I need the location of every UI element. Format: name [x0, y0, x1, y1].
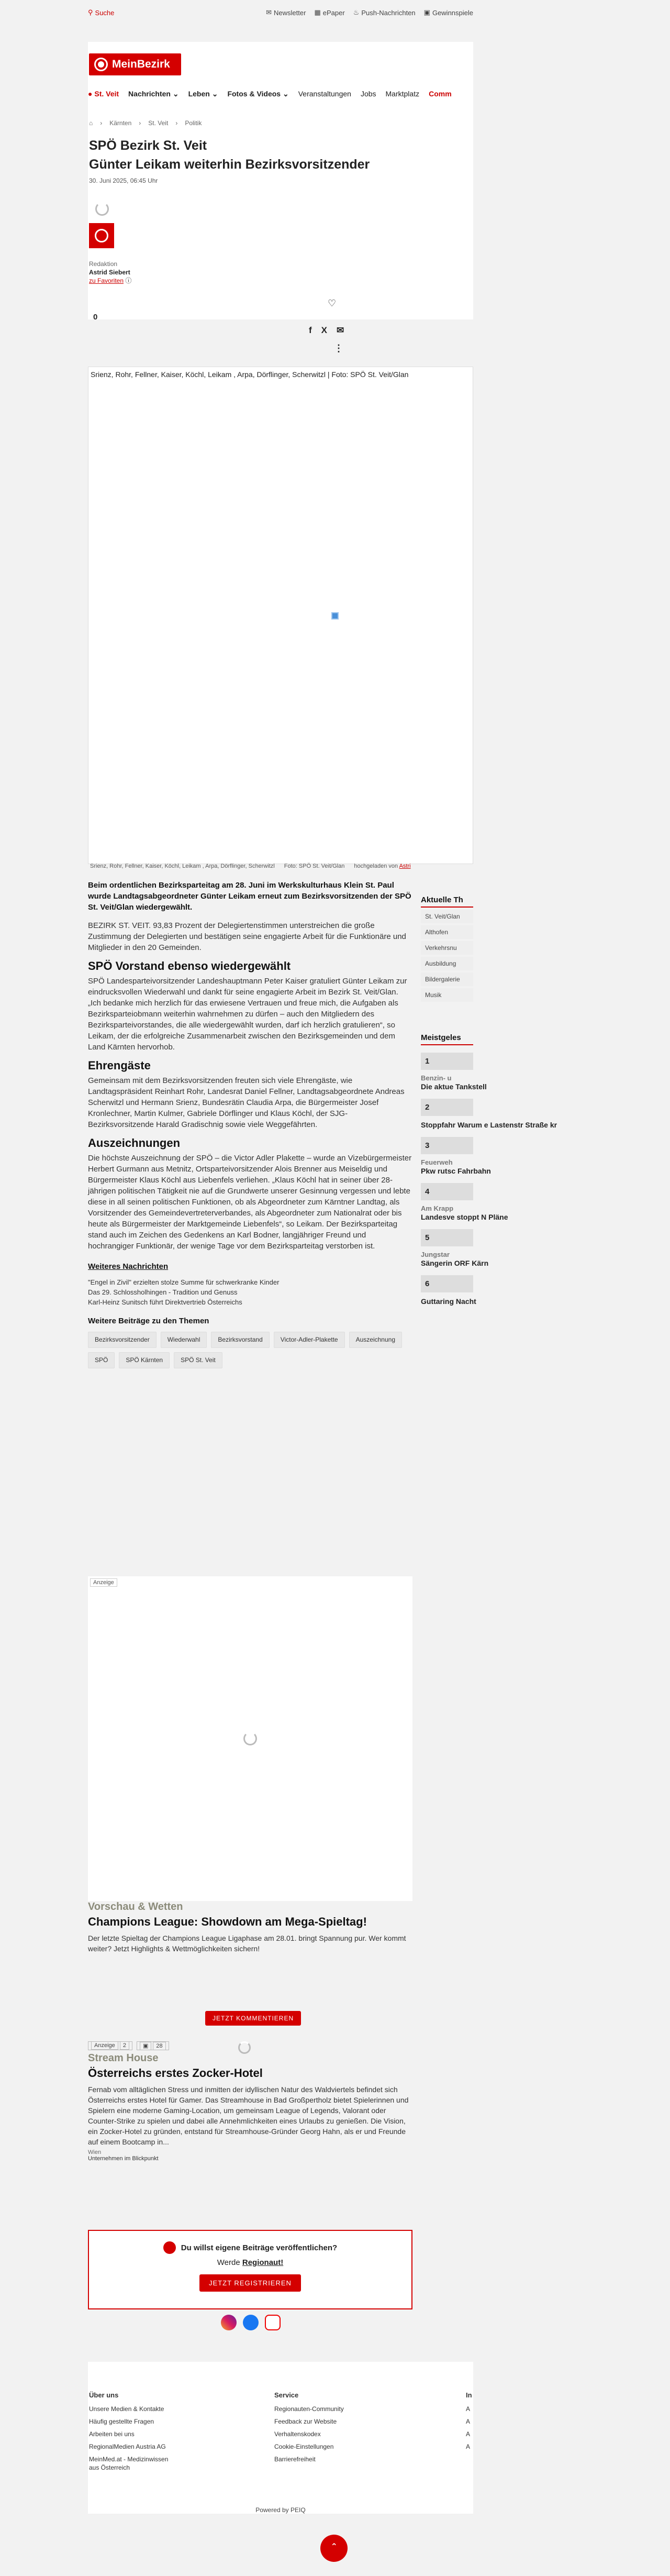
favorite-link[interactable]: zu Favoriten [89, 277, 124, 284]
section-heading: SPÖ Vorstand ebenso wiedergewählt [88, 959, 291, 972]
footer-link[interactable]: Cookie-Einstellungen [274, 2443, 334, 2450]
tag[interactable]: SPÖ St. Veit [174, 1352, 222, 1368]
tags-title: Weitere Beiträge zu den Themen [88, 1317, 209, 1325]
footer-link[interactable]: MeinMed.at - Medizinwissen [89, 2456, 169, 2463]
footer-link[interactable]: Barrierefreiheit [274, 2456, 316, 2463]
ranking-item[interactable]: 3 Feuerweh Pkw rutsc Fahrbahn [421, 1137, 473, 1176]
gewinnspiele-link[interactable]: ▣ Gewinnspiele [423, 8, 473, 17]
image-credits: Srienz, Rohr, Fellner, Kaiser, Köchl, Leikam , Arpa, Dörflinger, Scherwitzl Foto: SPÖ St. Veit/Glan hochgeladen von Astri [90, 863, 411, 869]
newspaper-icon: ▦ [314, 8, 321, 16]
uploader-link[interactable]: Astri [399, 863, 411, 869]
author-name[interactable]: Astrid Siebert [89, 269, 130, 276]
sun-logo-icon [94, 58, 108, 71]
push-link[interactable]: ♨ Push-Nachrichten [353, 8, 416, 17]
search-link[interactable]: ⚲ Suche [88, 8, 115, 17]
more-news-item[interactable]: Das 29. Schlossholhingen - Tradition und Genuss [88, 1288, 238, 1296]
nav-item-community[interactable]: Comm [429, 90, 452, 98]
sun-logo-icon [95, 229, 108, 242]
footer-col-service: Service Regionauten-Community Feedback zur Website Verhaltenskodex Cookie-Einstellungen Barrierefreiheit [274, 2389, 379, 2466]
social-links [221, 2315, 281, 2330]
tag[interactable]: Wiederwahl [161, 1332, 207, 1348]
nav-item-leben[interactable]: Leben ⌄ [188, 89, 218, 98]
breadcrumb-item[interactable]: Politik [185, 119, 202, 127]
site-logo[interactable]: MeinBezirk [89, 53, 181, 75]
ranking-item[interactable]: 6 Guttaring Nacht [421, 1275, 473, 1306]
epaper-link[interactable]: ▦ ePaper [314, 8, 345, 17]
ad-badge: Anzeige 2 [88, 2041, 132, 2050]
advertisement[interactable] [88, 1576, 412, 1901]
ranking-item[interactable]: 1 Benzin- u Die aktue Tankstell [421, 1053, 473, 1091]
site-header [88, 42, 473, 115]
register-button[interactable]: JETZT REGISTRIEREN [199, 2274, 301, 2292]
ad-label: Anzeige [90, 1578, 117, 1587]
heart-icon[interactable]: ♡ [328, 298, 337, 308]
paragraph: BEZIRK ST. VEIT. 93,83 Prozent der Delegiertenstimmen unterstreichen die große Zustimmung der Delegierten und bestätigen seine engagierte Arbeit für die Funktionäre und Mitglieder in den 20 Gemeinden. [88, 921, 406, 952]
topic-item[interactable]: St. Veit/Glan [421, 910, 473, 923]
facebook-icon[interactable] [243, 2315, 259, 2330]
ranking-item[interactable]: 2 Stoppfahr Warum e Lastenstr Straße kr [421, 1099, 473, 1130]
teaser-text: Fernab vom alltäglichen Stress und inmitten der idyllischen Natur des Waldviertels befindet sich Österreichs erstes Hotel für Gamer. Das Streamhouse in Bad Großpertholz bietet Spielerinnen und Spielern eine moderne Gaming-Location, um gemeinsam League of Legends, Valorant oder Counter-Strike zu spielen und dabei alle Annehmlichkeiten eines Urlaubs zu genießen. Die Vision, ein Zocker-Hotel zu gründen, entstand für Streamhouse-Gründer Georg Hahn, als er und Freunde auf einem Bootcamp in... [88, 2085, 409, 2146]
tag[interactable]: SPÖ [88, 1352, 115, 1368]
nav-location[interactable]: ● St. Veit [88, 90, 119, 98]
scroll-to-top-button[interactable] [320, 2535, 348, 2562]
topic-item[interactable]: Ausbildung [421, 957, 473, 970]
topic-item[interactable]: Musik [421, 988, 473, 1002]
instagram-icon[interactable] [221, 2315, 237, 2330]
section-heading: Ehrengäste [88, 1059, 151, 1072]
photo-count: ▣ 28 [137, 2041, 169, 2050]
article-lead: Beim ordentlichen Bezirksparteitag am 28. Juni im Werkskulturhaus Klein St. Paul wurde Landtagsabgeordneter Günter Leikam erneut zum Bezirksvorsitzenden der SPÖ St. Veit/Glan wiedergewählt. [88, 881, 411, 912]
topics-title: Aktuelle Th [421, 895, 473, 908]
double-chevron-up-icon: ˆ [332, 2542, 336, 2554]
facebook-icon[interactable]: f [309, 325, 312, 335]
promo-title[interactable]: Champions League: Showdown am Mega-Spieltag! [88, 1915, 367, 1928]
image-caption: Srienz, Rohr, Fellner, Kaiser, Köchl, Leikam , Arpa, Dörflinger, Scherwitzl | Foto: SPÖ St. Veit/Glan [91, 370, 409, 379]
nav-item-jobs[interactable]: Jobs [360, 90, 376, 98]
paragraph: Die höchste Auszeichnung der SPÖ – die Victor Adler Plakette – wurde an Vizebürgermeister Herbert Gurmann aus Metnitz, Ortsparteivorsitzender Alois Brenner aus Meiseldig und Bürgermeister Klaus Köchl aus Liebenfels verliehen. „Klaus Köchl hat in seiner über 28-jährigen politischen Tätigkeit nie auf die Grundwerte unserer Gesinnung vergessen und lebte diese in all seinen politischen Funktionen, ob als Abgeordneter zum Kärntner Landtag, als Vorsitzender des Gemeindevertreterverbandes, als Abgeordneter zum Nationalrat oder bis heute als Bürgermeister der Marktgemeinde Liebenfels“, so Leikam. Der Bezirksparteitag stand auch im Zeichen des Gedenkens an Karl Bodner, langjähriger Freund und hochrangiger Funktionär, der wenige Tage vor dem Bezirksparteitag verstorben ist. [88, 1154, 412, 1251]
nav-item-veranstaltungen[interactable]: Veranstaltungen [298, 90, 351, 98]
bell-icon: ♨ [353, 8, 360, 16]
tag[interactable]: Bezirksvorsitzender [88, 1332, 157, 1348]
more-news-title[interactable]: Weiteres Nachrichten [88, 1262, 169, 1271]
teaser-kicker: Stream House [88, 2052, 159, 2064]
more-options-icon[interactable]: ⋮ [334, 343, 343, 353]
breadcrumb-item[interactable]: Kärnten [109, 119, 132, 127]
footer-link[interactable]: A [466, 2418, 471, 2425]
article-actions [88, 296, 473, 353]
footer-link[interactable]: RegionalMedien Austria AG [89, 2443, 166, 2450]
paragraph: Gemeinsam mit dem Bezirksvorsitzenden freuten sich viele Ehrengäste, wie Landtagspräsident Reinhart Rohr, Landesrat Daniel Fellner, Landtagsabgeordnete Andreas Scherwitzl und Hermann Srienz, Bundesrätin Claudia Arpa, die Bürgermeister Josef Kronlechner, Martin Kulmer, Gabriele Dörflinger und Klaus Köchl, der SJG-Bezirksvorsitzende Harald Gradischnig sowie viele Weggefährten. [88, 1076, 405, 1129]
home-icon[interactable]: ⌂ [89, 119, 93, 127]
nav-item-fotos[interactable]: Fotos & Videos ⌄ [227, 89, 289, 98]
promo-kicker: Vorschau & Wetten [88, 1901, 183, 1912]
info-icon[interactable]: ⓘ [125, 277, 132, 284]
breadcrumb: ⌂ › Kärnten › St. Veit › Politik [89, 119, 202, 127]
promo-text: Der letzte Spieltag der Champions League Ligaphase am 28.01. bringt Spannung pur. Wer kommt weiter? Jetzt Highlights & Wettmöglichkeiten sichern! [88, 1934, 406, 1953]
nav-item-nachrichten[interactable]: Nachrichten ⌄ [128, 89, 179, 98]
paragraph: SPÖ Landesparteivorsitzender Landeshauptmann Peter Kaiser gratuliert Günter Leikam zur eindrucksvollen Wiederwahl und dankt für seine engagierte Arbeit im Bezirk St. Veit/Glan. „Ich bedanke mich herzlich für das erwiesene Vertrauen und freue mich, die Aufgaben als Bezirksparteiobmann weiterhin wahrnehmen zu dürfen – auch den Mitgliedern des Bezirksparteivorstandes, die alle wiedergewählt wurden, darf ich herzlich gratulieren“, so Leikam, der die erfolgreiche Zusammenarbeit zwischen den Bezirksgemeinden und dem Land Kärnten hervorhob. [88, 977, 407, 1052]
like-count: 0 [93, 313, 98, 322]
ranking-title: Meistgeles [421, 1033, 473, 1045]
youtube-icon[interactable] [265, 2315, 281, 2330]
share-buttons [309, 325, 344, 336]
image-placeholder-icon [331, 612, 339, 620]
section-heading: Auszeichnungen [88, 1136, 181, 1149]
powered-by[interactable]: Powered by PEIQ [255, 2506, 306, 2514]
nav-item-marktplatz[interactable]: Marktplatz [385, 90, 420, 98]
tag[interactable]: SPÖ Kärnten [119, 1352, 170, 1368]
tag[interactable]: Victor-Adler-Plakette [274, 1332, 345, 1348]
footer-link[interactable]: Unsere Medien & Kontakte [89, 2405, 164, 2413]
footer-link[interactable]: Arbeiten bei uns [89, 2430, 135, 2438]
promo-teaser[interactable] [88, 1901, 412, 2022]
camera-icon: ▣ [140, 2042, 151, 2050]
author-avatar[interactable] [89, 223, 114, 248]
teaser-source[interactable]: Unternehmen im Blickpunkt [88, 2155, 159, 2162]
tag[interactable]: Auszeichnung [349, 1332, 402, 1348]
site-footer [88, 2362, 473, 2514]
more-news-list [88, 1277, 412, 1307]
teaser-badges [88, 2041, 412, 2050]
article-image[interactable] [88, 367, 473, 864]
ranking-item[interactable]: 4 Am Krapp Landesve stoppt N Pläne [421, 1183, 473, 1222]
topic-item[interactable]: Bildergalerie [421, 972, 473, 986]
footer-col-about: Über uns Unsere Medien & Kontakte Häufig gestellte Fragen Arbeiten bei uns RegionalMedien Austria AG MeinMed.at - Medizinwissen aus Österreich [89, 2389, 194, 2472]
footer-link[interactable]: Feedback zur Website [274, 2418, 337, 2425]
tag-list [88, 1332, 412, 1368]
article-title: Günter Leikam weiterhin Bezirksvorsitzender [89, 157, 370, 172]
x-icon[interactable]: X [321, 325, 328, 335]
breadcrumb-item[interactable]: St. Veit [148, 119, 169, 127]
top-bar [88, 5, 473, 21]
sidebar [421, 895, 557, 1306]
article-header [88, 115, 473, 319]
mail-icon[interactable]: ✉ [337, 325, 344, 335]
footer-col-info: In A A A A [466, 2389, 473, 2453]
footer-link[interactable]: aus Österreich [89, 2464, 130, 2471]
comment-button[interactable]: JETZT KOMMENTIEREN [205, 2011, 301, 2026]
topic-item[interactable]: Althofen [421, 925, 473, 939]
more-news-item[interactable]: Karl-Heinz Sunitsch führt Direktvertrieb Österreichs [88, 1298, 242, 1306]
footer-link[interactable]: Verhaltenskodex [274, 2430, 321, 2438]
footer-link[interactable]: A [466, 2430, 471, 2438]
gift-icon: ▣ [423, 8, 430, 16]
footer-link[interactable]: A [466, 2405, 471, 2413]
tag[interactable]: Bezirksvorstand [211, 1332, 269, 1348]
teaser-title[interactable]: Österreichs erstes Zocker-Hotel [88, 2066, 263, 2080]
register-box: Du willst eigene Beiträge veröffentlichen? Werde Regionaut! JETZT REGISTRIEREN [88, 2230, 412, 2309]
newsletter-link[interactable]: ✉ Newsletter [266, 8, 306, 17]
loading-spinner-icon [95, 202, 109, 216]
mail-icon: ✉ [266, 8, 272, 16]
main-nav [88, 85, 473, 103]
regionaut-icon [163, 2241, 176, 2254]
footer-link[interactable]: A [466, 2443, 471, 2450]
topic-item[interactable]: Verkehrsnu [421, 941, 473, 955]
footer-link[interactable]: Regionauten-Community [274, 2405, 344, 2413]
article-date: 30. Juni 2025, 06:45 Uhr [89, 177, 158, 184]
author-role: Redaktion [89, 260, 118, 268]
article-body [88, 880, 412, 1368]
footer-link[interactable]: Häufig gestellte Fragen [89, 2418, 154, 2425]
teaser-place: Wien [88, 2149, 102, 2155]
regionaut-link[interactable]: Regionaut! [242, 2258, 284, 2267]
sponsored-teaser[interactable] [88, 2041, 412, 2162]
loading-spinner-icon [243, 1732, 257, 1745]
more-news-item[interactable]: "Engel in Zivil" erzielten stolze Summe für schwerkranke Kinder [88, 1278, 280, 1286]
search-icon: ⚲ [88, 8, 93, 16]
article-kicker: SPÖ Bezirk St. Veit [89, 138, 207, 153]
author-info [89, 260, 131, 285]
ranking-item[interactable]: 5 Jungstar Sängerin ORF Kärn [421, 1229, 473, 1268]
